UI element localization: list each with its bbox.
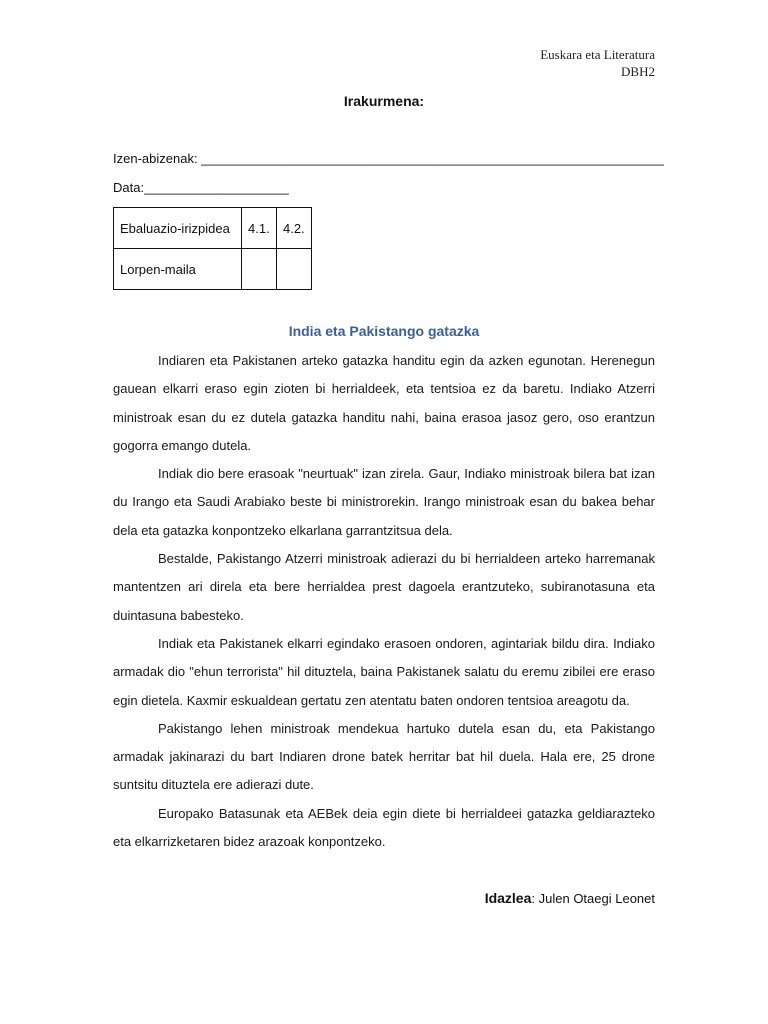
article-title: India eta Pakistango gatazka: [288, 323, 480, 339]
author-separator: :: [531, 891, 539, 906]
paragraph: Bestalde, Pakistango Atzerri ministroak adierazi du bi herrialdeen arteko harremanak mantentzen ari direla eta bere herrialdea prest dagoela erantzuteko, subiranotasuna eta duintasuna babesteko.: [113, 551, 655, 623]
page-title: Irakurmena:: [343, 93, 425, 109]
article-body: [113, 347, 655, 856]
table-cell: 4.1.: [242, 208, 277, 249]
table-cell: Lorpen-maila: [114, 249, 242, 290]
date-field: Data:____________________: [113, 180, 289, 195]
author-name: Julen Otaegi Leonet: [538, 891, 655, 906]
author-line: [485, 890, 655, 906]
evaluation-table: [113, 207, 312, 290]
table-row: [114, 249, 312, 290]
subject-label: Euskara eta Literatura: [540, 47, 655, 62]
page-header: [540, 46, 655, 80]
table-cell: Ebaluazio-irizpidea: [114, 208, 242, 249]
paragraph: Indiak dio bere erasoak "neurtuak" izan zirela. Gaur, Indiako ministroak bilera bat izan du Irango eta Saudi Arabiako beste bi ministrorekin. Irango ministroak esan du bakea behar dela eta gatazka konpontzeko elkarlana garrantzitsua dela.: [113, 466, 655, 538]
paragraph: Pakistango lehen ministroak mendekua hartuko dutela esan du, eta Pakistango armadak jakinarazi du bart Indiaren drone batek herritar bat hil duela. Hala ere, 25 drone suntsitu dituztela ere adierazi dute.: [113, 720, 655, 793]
paragraph: Indiak eta Pakistanek elkarri egindako erasoen ondoren, agintariak bildu dira. Indiako armadak dio "ehun terrorista" hil dituztela, baina Pakistanek salatu du eremu zibilei ere eraso egin dietela. Kaxmir eskualdean gertatu zen atentatu baten ondoren tentsioa areagotu da.: [113, 635, 655, 708]
table-cell: [277, 249, 312, 290]
table-cell: 4.2.: [277, 208, 312, 249]
table-row: [114, 208, 312, 249]
name-field: Izen-abizenak: ________________________________________________________________: [113, 151, 664, 166]
paragraph: Europako Batasunak eta AEBek deia egin diete bi herrialdeei gatazka geldiarazteko eta elkarrizketaren bidez arazoak konpontzeko.: [113, 805, 655, 850]
table-cell: [242, 249, 277, 290]
paragraph: Indiaren eta Pakistanen arteko gatazka handitu egin da azken egunotan. Herenegun gauean elkarri eraso egin zioten bi herrialdeek, eta tentsioa ez da baretu. Indiako Atzerri ministroak esan du ez dutela gatazka handitu nahi, baina erasoa jasoz gero, oso erantzun gogorra emango dutela.: [113, 353, 655, 453]
level-label: DBH2: [621, 64, 655, 79]
author-label: Idazlea: [484, 890, 532, 906]
